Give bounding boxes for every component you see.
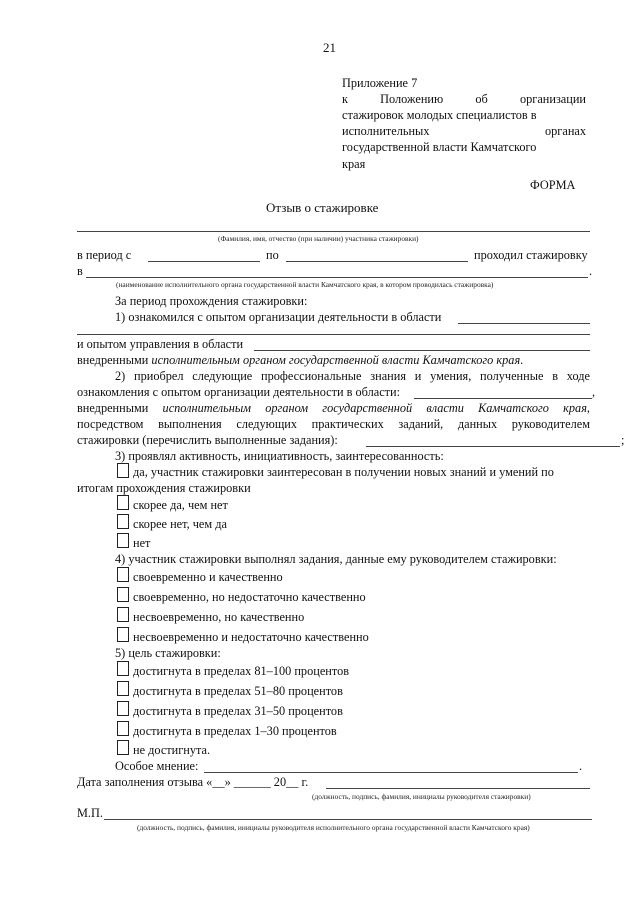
item4-opt2-text: своевременно, но недостаточно качественно [133,590,366,604]
mgmt-field[interactable] [254,350,590,351]
introduced-word: внедренными [77,353,149,367]
item4-opt3-checkbox[interactable] [117,607,129,622]
item3-opt1-text-line2: итогам прохождения стажировки [77,481,251,495]
form-title: Отзыв о стажировке [266,200,379,215]
item5-opt1-checkbox[interactable] [117,661,129,676]
item2-line5-end: ; [621,433,625,447]
during-period-text: За период прохождения стажировки: [115,294,308,308]
item1-field[interactable] [458,323,590,324]
item3-opt2-text: скорее да, чем нет [133,498,228,512]
item3-opt1-checkbox[interactable] [117,463,129,478]
appendix-line-3: стажировок молодых специалистов в [342,108,537,122]
trainee-name-field[interactable] [77,231,590,232]
organ-name-field[interactable] [86,277,588,278]
item2-line3 [77,401,590,416]
appendix-line-4: исполнительных органах [342,124,586,138]
item2-introduced-word: внедренными [77,401,149,415]
item5-opt3-text: достигнута в пределах 31–50 процентов [133,704,343,718]
item5-opt1-text: достигнута в пределах 81–100 процентов [133,664,350,678]
item4-opt1-checkbox[interactable] [117,567,129,582]
appendix-line-6: края [342,157,366,171]
fill-date-text: Дата заполнения отзыва «__» ______ 20__ г. [77,775,309,789]
appendix-line-5: государственной власти Камчатского [342,140,537,154]
period-from-field[interactable] [148,261,260,262]
item2-tasks-field[interactable] [366,446,620,447]
organ-name-hint: (наименование исполнительного органа государственной власти Камчатского края, в котором проводилась стажировка) [116,280,494,289]
head-signature-hint: (должность, подпись, фамилия, инициалы руководителя стажировки) [312,792,531,801]
item3-opt4-checkbox[interactable] [117,533,129,548]
item2-line1: 2) приобрел следующие профессиональные знания и умения, полученные в ходе [115,369,590,383]
item2-area-field[interactable] [414,398,592,399]
item4-opt4-text: несвоевременно и недостаточно качественно [133,630,369,644]
stamp-label: М.П. [77,806,103,820]
mgmt-text: и опытом управления в области [77,337,244,351]
item5-opt3-checkbox[interactable] [117,701,129,716]
item2-introduced-italic: исполнительным органом государственной власти Камчатского края [162,401,587,415]
item5-opt2-checkbox[interactable] [117,681,129,696]
appendix-line-2: к Положению об организации [342,92,586,106]
special-opinion-field[interactable] [204,772,578,773]
passed-internship-label: проходил стажировку [474,248,588,262]
organ-head-signature-field[interactable] [104,819,592,820]
item4-opt1-text: своевременно и качественно [133,570,283,584]
item2-line4: посредством выполнения следующих практических заданий, данных руководителем [77,417,590,431]
item3-opt3-text: скорее нет, чем да [133,517,227,531]
item5-text: 5) цель стажировки: [115,646,221,660]
item3-opt2-checkbox[interactable] [117,495,129,510]
appendix-line-1: Приложение 7 [342,76,418,90]
item5-opt5-checkbox[interactable] [117,740,129,755]
item5-opt5-text: не достигнута. [133,743,211,757]
item2-line5: стажировки (перечислить выполненные задания): [77,433,338,447]
period-to-label: по [266,248,279,262]
special-opinion-label: Особое мнение: [115,759,199,773]
forma-label: ФОРМА [530,178,576,192]
item5-opt2-text: достигнута в пределах 51–80 процентов [133,684,343,698]
trainee-name-hint: (Фамилия, имя, отчество (при наличии) участника стажировки) [218,234,419,243]
period-to-field[interactable] [286,261,468,262]
item4-opt4-checkbox[interactable] [117,627,129,642]
introduced-line [77,353,523,368]
special-opinion-end: . [579,759,583,773]
introduced-italic: исполнительным органом государственной власти Камчатского края [151,353,521,367]
item4-opt2-checkbox[interactable] [117,587,129,602]
organ-dot: . [589,264,593,278]
page-number: 21 [323,40,336,55]
item1-field-line2[interactable] [77,334,590,335]
item5-opt4-text: достигнута в пределах 1–30 процентов [133,724,337,738]
item3-opt4-text: нет [133,536,151,550]
item5-opt4-checkbox[interactable] [117,721,129,736]
item4-text: 4) участник стажировки выполнял задания, данные ему руководителем стажировки: [115,552,557,566]
item2-line2-end: , [592,385,596,399]
head-signature-field[interactable] [326,788,590,789]
organ-in-label: в [77,264,83,278]
introduced-end: . [520,353,524,367]
item1-text: 1) ознакомился с опытом организации деятельности в области [115,310,442,324]
item2-line2: ознакомления с опытом организации деятельности в области: [77,385,401,399]
organ-head-signature-hint: (должность, подпись, фамилия, инициалы руководителя исполнительного органа государственной власти Камчатского края) [137,823,530,832]
item3-text: 3) проявлял активность, инициативность, заинтересованность: [115,449,444,463]
item3-opt3-checkbox[interactable] [117,514,129,529]
period-from-label: в период с [77,248,132,262]
item2-line3-end: , [586,401,590,415]
item4-opt3-text: несвоевременно, но качественно [133,610,305,624]
item3-opt1-text: да, участник стажировки заинтересован в получении новых знаний и умений по [133,465,554,479]
